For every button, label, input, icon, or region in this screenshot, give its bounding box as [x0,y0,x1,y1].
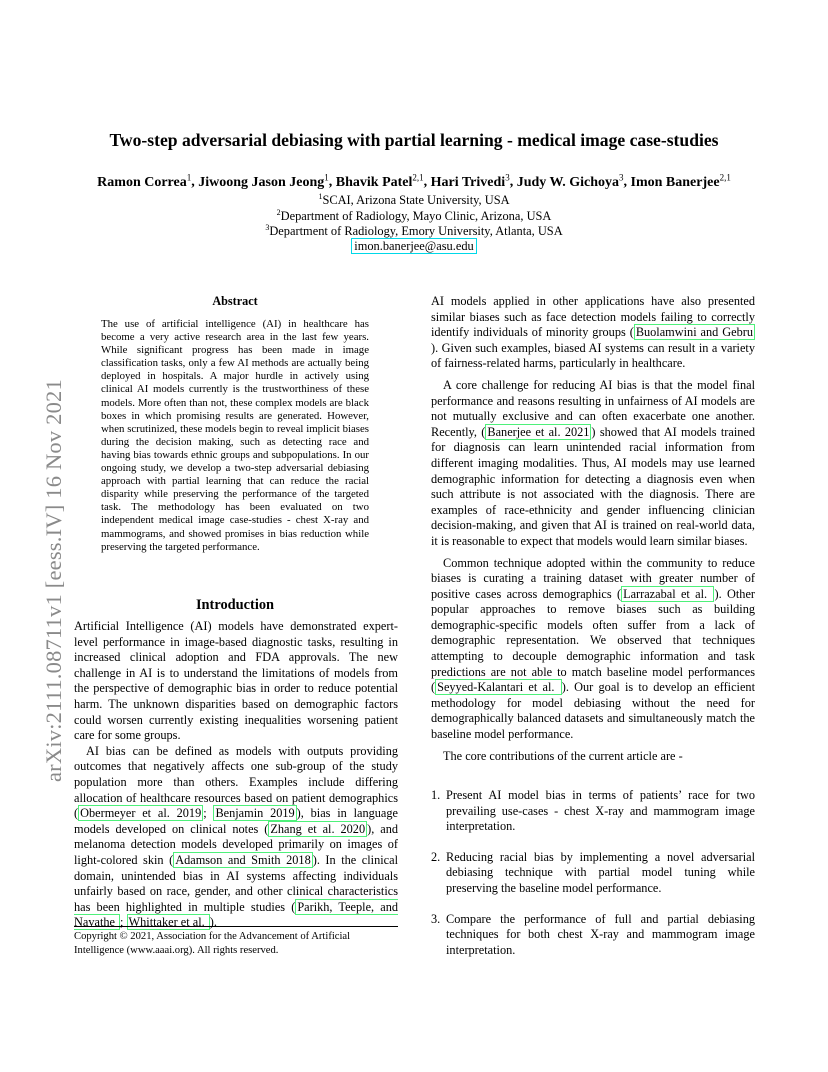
intro-paragraph-2: AI bias can be defined as models with outputs providing outcomes that negatively affects one sub-group of the study population more than others. Examples include differing allocation of healthcare resources based on patient demographics ( Obermeyer et al. 2019 ; Benjamin 2019 ), bias in language models developed on clinical notes ( Zhang et al. 2020 ), and melanoma detection models developed primarily on images of light-colored skin ( Adamson and Smith 2018 ). In the clinical domain, unintended bias in AI systems affecting individuals unfairly based on race, gender, and other clinical characteristics has been highlighted in multiple studies ( Parikh, Teeple, and Navathe ; Whittaker et al. ). [74,743,399,930]
author: Hari Trivedi$^3$ [430,172,510,190]
right-column-body [431,294,755,764]
author: Judy W. Gichoya$^3$ [516,172,624,190]
right-paragraph-3: Common technique adopted within the community to reduce biases is curating a training dataset with greater number of positive cases across demographics ( Larrazabal et al. ). Other popular approaches to remove biases such as building demographic-specific models often suffer from a lack of demographic representation. We observed that techniques attempting to decouple demographic information and task predictions are not able to match baseline model performances ( Seyyed-Kalantari et al. ). Our goal is to develop an efficient methodology for model debiasing without the need for demographically balanced datasets and simultaneously match the baseline model performance. [431,555,755,742]
list-item: 1. Present AI model bias in terms of patients’ race for two prevailing use-cases - chest X-ray and mammogram image interpretation. [431,788,755,834]
list-item: 2. Reducing racial bias by implementing a novel adversarial debiasing technique with partial model tuning while preserving the baseline model performance. [431,849,755,895]
left-column-body [74,619,398,931]
right-paragraph-2: A core challenge for reducing AI bias is that the model final performance and reasons resulting in unfairness of AI models are not mutually exclusive and can often exacerbate one another. Recently, ( Banerjee et al. 2021 ) showed that AI models trained for diagnosis can learn unintended racial information from different imaging modalities. Thus, AI models may use learned demographic information for detecting a diagnosis even when such attribute is not associated with the diagnosis. There are examples of race-ethnicity and gender influencing clinician decision-making, and given that AI is trained on real-world data, it is reasonable to expect that models would learn similar biases. [431,377,756,548]
arxiv-stamp [15,282,67,782]
citation-link[interactable]: Adamson and Smith 2018 [175,852,311,867]
introduction-heading: Introduction [195,597,275,613]
right-paragraph-4: The core contributions of the current article are - [443,748,683,763]
author: Bhavik Patel$^{2,1}$ [335,172,424,190]
citation-link[interactable]: Larrazabal et al. [623,586,713,601]
citation-link[interactable]: Seyyed-Kalantari et al. [437,680,560,695]
abstract-heading: Abstract [212,294,258,308]
list-item: 3. Compare the performance of full and partial debiasing techniques for both chest X-ray and mammogram image interpretation. [431,911,755,957]
citation-link[interactable]: Parikh, Teeple, and Navathe [74,899,399,930]
intro-paragraph-1: Artificial Intelligence (AI) models have demonstrated expert-level performance in image-based diagnostic tasks, resulting in increased clinical adoption and FDA approvals. The new challenge in AI is to understand the limitations of models from the perspective of demographic bias in order to reduce potential harm. The unknown disparities based on demographic factors could worsen currently existing inequalities worsening patient care for some groups. [74,619,398,743]
affiliation: $^3$Department of Radiology, Emory University, Atlanta, USA [265,223,563,239]
right-paragraph-1: AI models applied in other applications have also presented similar biases such as face detection models failing to correctly identify individuals of minority groups ( Buolamwini and Gebru ). Given such examples, biased AI systems can result in a variety of fairness-related harms, particularly in healthcare. [431,294,755,371]
author: Ramon Correa$^1$ [97,172,192,190]
arxiv-identifier: arXiv:2111.08711v1 [eess.IV] 16 Nov 2021 [41,379,66,782]
citation-link[interactable]: Benjamin 2019 [215,806,295,821]
citation-link[interactable]: Banerjee et al. 2021 [487,424,590,439]
copyright-notice: Copyright © 2021, Association for the Advancement of Artificial Intelligence (www.aaai.org). All rights reserved. [74,926,398,957]
affiliation: $^2$Department of Radiology, Mayo Clinic, Arizona, USA [276,208,552,224]
author-list: Ramon Correa$^1$, Jiwoong Jason Jeong$^1$, Bhavik Patel$^{2,1}$, Hari Trivedi$^3$, Judy W. Gichoya$^3$, Imon Banerjee$^{2,1}$ [97,172,731,190]
email-line [40,238,788,254]
affiliation: $^1$SCAI, Arizona State University, USA [318,192,510,208]
citation-link[interactable]: Whittaker et al. [128,915,208,930]
abstract-text: The use of artificial intelligence (AI) in healthcare has become a very active research area in the last few years. While significant progress has been made in image classification tasks, only a few AI methods are actually being deployed in hospitals. A major hurdle in actively using clinical AI models currently is the trustworthiness of these models. More often than not, these complex models are black boxes in which promising results are generated. However, when scrutinized, these models begin to reveal implicit biases during the decision making, such as detecting race and having bias towards ethnic groups and subpopulations. In our ongoing study, we develop a two-step adversarial debiasing approach with partial learning that can reduce the racial disparity while preserving the performance of the targeted task. The methodology has been evaluated on two independent medical image case-studies - chest X-ray and mammograms, and showed promises in bias reduction while preserving the targeted performance. [101,318,369,553]
citation-link[interactable]: Obermeyer et al. 2019 [80,806,202,821]
contributions-list [431,788,755,973]
author: Imon Banerjee$^{2,1}$ [630,172,731,190]
citation-link[interactable]: Buolamwini and Gebru [635,325,753,340]
email-link[interactable]: imon.banerjee@asu.edu [351,238,476,254]
citation-link[interactable]: Zhang et al. 2020 [270,821,366,836]
paper-title: Two-step adversarial debiasing with partial learning - medical image case-studies [109,130,719,150]
author: Jiwoong Jason Jeong$^1$ [198,172,329,190]
